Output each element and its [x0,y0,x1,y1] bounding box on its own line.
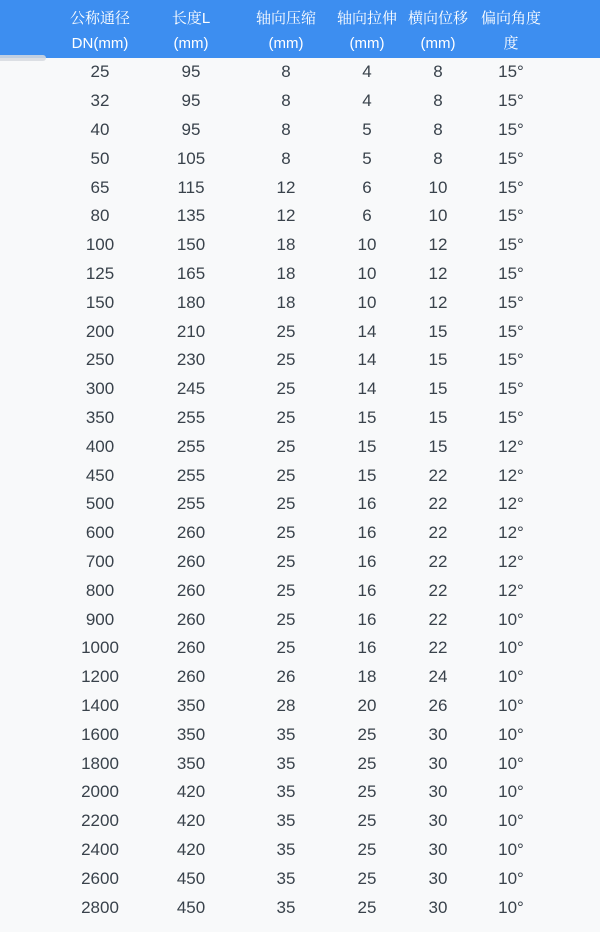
row-spacer [544,749,600,778]
table-cell: 25 [357,811,377,831]
table-cell: 10° [498,638,524,658]
row-spacer [0,260,54,289]
table-cell: 25 [276,580,296,600]
table-cell: 50 [90,148,110,168]
row-spacer [0,720,54,749]
row-spacer [0,461,54,490]
table-cell: 15° [498,148,524,168]
table-cell: 8 [281,148,291,168]
table-cell: 15° [498,350,524,370]
table-cell: 250 [85,350,115,370]
table-cell: 25 [357,782,377,802]
table-cell: 200 [85,321,115,341]
column-header-dn [54,0,146,58]
table-cell: 15° [498,62,524,82]
row-spacer [0,807,54,836]
table-cell: 1400 [81,695,119,715]
table-cell: 32 [90,91,110,111]
table-cell: 20 [357,695,377,715]
table-cell: 12 [428,235,448,255]
row-spacer [0,634,54,663]
table-row [0,663,600,692]
table-row [0,605,600,634]
column-header-length [146,0,236,58]
table-cell: 260 [176,523,206,543]
row-spacer [544,605,600,634]
column-header-dn-line1: 公称通径 [69,10,130,27]
table-cell: 10 [428,177,448,197]
table-cell: 10° [498,695,524,715]
table-cell: 125 [85,263,115,283]
column-header-length-line2: (mm) [173,35,209,52]
row-spacer [0,116,54,145]
table-row [0,375,600,404]
table-cell: 15 [428,407,448,427]
row-spacer [544,663,600,692]
table-cell: 420 [176,839,206,859]
table-cell: 255 [176,494,206,514]
table-cell: 16 [357,609,377,629]
table-cell: 135 [176,206,206,226]
table-row [0,836,600,865]
table-cell: 25 [276,321,296,341]
table-cell: 25 [276,494,296,514]
table-cell: 25 [276,609,296,629]
row-spacer [0,231,54,260]
table-cell: 15° [498,119,524,139]
row-spacer [544,87,600,116]
table-body [0,58,600,922]
row-spacer [0,58,54,87]
table-row [0,893,600,922]
row-spacer [0,288,54,317]
table-cell: 6 [362,177,372,197]
table-cell: 25 [276,523,296,543]
table-row [0,432,600,461]
table-cell: 15° [498,292,524,312]
row-spacer [0,864,54,893]
row-spacer [0,663,54,692]
table-row [0,576,600,605]
table-cell: 35 [276,868,296,888]
table-cell: 450 [176,897,206,917]
column-header-length-line1: 长度L [171,10,211,27]
table-cell: 25 [276,379,296,399]
row-spacer [544,375,600,404]
table-cell: 14 [357,321,377,341]
table-cell: 15 [428,379,448,399]
row-spacer [0,548,54,577]
row-spacer [544,836,600,865]
table-row [0,231,600,260]
table-cell: 28 [276,695,296,715]
table-row [0,87,600,116]
header-row [0,0,600,58]
table-row [0,548,600,577]
column-header-axial-extension [336,0,398,58]
table-cell: 16 [357,494,377,514]
column-header-lateral-displacement-line1: 横向位移 [407,10,468,27]
row-spacer [544,576,600,605]
table-cell: 350 [85,407,115,427]
table-cell: 22 [428,465,448,485]
row-spacer [544,490,600,519]
row-spacer [544,173,600,202]
table-cell: 35 [276,897,296,917]
table-cell: 2400 [81,839,119,859]
table-cell: 350 [176,695,206,715]
column-header-deflection-angle-line2: 度 [503,35,519,52]
table-cell: 35 [276,839,296,859]
row-spacer [544,807,600,836]
table-cell: 12° [498,580,524,600]
table-cell: 22 [428,609,448,629]
row-spacer [544,58,600,87]
table-cell: 1800 [81,753,119,773]
table-cell: 260 [176,551,206,571]
header-spacer-right [544,0,600,58]
table-row [0,864,600,893]
table-cell: 12 [428,292,448,312]
column-header-axial-extension-line2: (mm) [349,35,385,52]
table-cell: 10° [498,839,524,859]
row-spacer [544,260,600,289]
table-row [0,346,600,375]
table-cell: 2800 [81,897,119,917]
table-cell: 450 [176,868,206,888]
table-cell: 18 [276,292,296,312]
table-cell: 15° [498,177,524,197]
row-spacer [0,778,54,807]
table-row [0,807,600,836]
table-cell: 26 [276,667,296,687]
table-row [0,778,600,807]
column-header-lateral-displacement [398,0,478,58]
row-spacer [0,346,54,375]
table-cell: 10° [498,811,524,831]
table-cell: 4 [362,91,372,111]
table-cell: 255 [176,436,206,456]
table-row [0,173,600,202]
table-cell: 15 [357,436,377,456]
table-cell: 500 [85,494,115,514]
table-cell: 245 [176,379,206,399]
table-cell: 350 [176,724,206,744]
column-header-lateral-displacement-line2: (mm) [420,35,456,52]
table-cell: 180 [176,292,206,312]
table-cell: 80 [90,206,110,226]
table-cell: 350 [176,753,206,773]
table-cell: 15° [498,206,524,226]
table-cell: 1000 [81,638,119,658]
table-cell: 10° [498,782,524,802]
table-cell: 450 [85,465,115,485]
column-header-axial-compression [236,0,336,58]
table-cell: 8 [433,62,443,82]
table-row [0,404,600,433]
row-spacer [0,202,54,231]
table-cell: 12° [498,465,524,485]
table-cell: 10° [498,667,524,687]
table-cell: 95 [181,119,201,139]
row-spacer [0,173,54,202]
row-spacer [544,346,600,375]
table-cell: 25 [357,724,377,744]
table-cell: 260 [176,580,206,600]
table-row [0,116,600,145]
table-cell: 24 [428,667,448,687]
table-cell: 260 [176,638,206,658]
row-spacer [544,864,600,893]
table-cell: 15° [498,235,524,255]
table-cell: 150 [85,292,115,312]
table-cell: 22 [428,523,448,543]
table-cell: 95 [181,62,201,82]
table-cell: 25 [357,897,377,917]
table-cell: 255 [176,407,206,427]
row-spacer [0,519,54,548]
table-cell: 105 [176,148,206,168]
table-cell: 16 [357,638,377,658]
table-cell: 12° [498,436,524,456]
table-cell: 30 [428,782,448,802]
table-cell: 40 [90,119,110,139]
table-cell: 8 [281,119,291,139]
table-cell: 18 [276,263,296,283]
table-cell: 18 [357,667,377,687]
row-spacer [544,116,600,145]
table-cell: 8 [433,91,443,111]
table-cell: 600 [85,523,115,543]
table-cell: 30 [428,868,448,888]
table-cell: 210 [176,321,206,341]
table-cell: 8 [281,91,291,111]
table-cell: 12 [276,177,296,197]
row-spacer [544,202,600,231]
row-spacer [544,519,600,548]
row-spacer [0,893,54,922]
table-cell: 12° [498,494,524,514]
table-cell: 10° [498,724,524,744]
table-cell: 25 [276,551,296,571]
row-spacer [544,432,600,461]
table-cell: 400 [85,436,115,456]
column-header-axial-extension-line1: 轴向拉伸 [336,10,397,27]
table-cell: 420 [176,782,206,802]
table-row [0,144,600,173]
table-row [0,749,600,778]
column-header-axial-compression-line2: (mm) [268,35,304,52]
header-spacer-left [0,0,54,58]
row-spacer [544,634,600,663]
table-cell: 10 [357,292,377,312]
table-row [0,634,600,663]
table-cell: 5 [362,119,372,139]
row-spacer [544,404,600,433]
table-cell: 22 [428,494,448,514]
table-cell: 420 [176,811,206,831]
column-header-deflection-angle-line1: 偏向角度 [480,10,541,27]
table-cell: 10° [498,868,524,888]
row-spacer [0,375,54,404]
table-cell: 800 [85,580,115,600]
table-cell: 6 [362,206,372,226]
table-row [0,260,600,289]
table-cell: 8 [433,119,443,139]
table-cell: 35 [276,811,296,831]
table-cell: 35 [276,724,296,744]
table-row [0,202,600,231]
table-cell: 15 [428,436,448,456]
table-cell: 15 [428,321,448,341]
table-row [0,317,600,346]
table-cell: 14 [357,379,377,399]
table-row [0,58,600,87]
table-cell: 12° [498,523,524,543]
row-spacer [0,692,54,721]
table-cell: 10° [498,897,524,917]
table-cell: 2000 [81,782,119,802]
row-spacer [544,317,600,346]
row-spacer [544,720,600,749]
table-cell: 230 [176,350,206,370]
row-spacer [0,749,54,778]
table-cell: 8 [433,148,443,168]
table-cell: 15° [498,263,524,283]
table-cell: 25 [357,839,377,859]
table-cell: 16 [357,523,377,543]
row-spacer [544,778,600,807]
table-cell: 15° [498,379,524,399]
table-cell: 30 [428,897,448,917]
table-cell: 30 [428,839,448,859]
table-cell: 260 [176,667,206,687]
table-cell: 25 [90,62,110,82]
table-row [0,720,600,749]
table-cell: 25 [357,753,377,773]
row-spacer [544,692,600,721]
table-cell: 30 [428,724,448,744]
column-header-dn-line2: DN(mm) [71,35,129,52]
table-cell: 25 [276,638,296,658]
row-spacer [0,490,54,519]
table-cell: 15 [357,465,377,485]
table-cell: 35 [276,782,296,802]
row-spacer [0,576,54,605]
table-row [0,461,600,490]
table-row [0,490,600,519]
table-cell: 22 [428,580,448,600]
column-header-deflection-angle [478,0,544,58]
table-cell: 65 [90,177,110,197]
table-cell: 15° [498,407,524,427]
table-cell: 16 [357,580,377,600]
table-row [0,692,600,721]
table-cell: 10° [498,753,524,773]
row-spacer [0,605,54,634]
table-cell: 12 [428,263,448,283]
table-cell: 260 [176,609,206,629]
table-cell: 25 [276,436,296,456]
table-cell: 10 [428,206,448,226]
table-cell: 25 [276,465,296,485]
table-cell: 26 [428,695,448,715]
table-cell: 8 [281,62,291,82]
table-cell: 5 [362,148,372,168]
table-cell: 2200 [81,811,119,831]
table-cell: 22 [428,638,448,658]
table-header [0,0,600,58]
table-cell: 25 [276,350,296,370]
table-cell: 14 [357,350,377,370]
table-cell: 30 [428,753,448,773]
table-cell: 15 [428,350,448,370]
table-cell: 700 [85,551,115,571]
header-scroll-notch [0,55,46,61]
table-cell: 2600 [81,868,119,888]
column-header-axial-compression-line1: 轴向压缩 [255,10,316,27]
row-spacer [544,893,600,922]
table-cell: 30 [428,811,448,831]
row-spacer [0,836,54,865]
row-spacer [544,231,600,260]
table-cell: 4 [362,62,372,82]
table-cell: 18 [276,235,296,255]
row-spacer [0,317,54,346]
table-cell: 300 [85,379,115,399]
row-spacer [544,144,600,173]
table-cell: 100 [85,235,115,255]
table-cell: 16 [357,551,377,571]
table-cell: 25 [276,407,296,427]
table-cell: 25 [357,868,377,888]
table-cell: 150 [176,235,206,255]
table-cell: 10 [357,263,377,283]
row-spacer [0,144,54,173]
table-cell: 165 [176,263,206,283]
row-spacer [544,461,600,490]
table-cell: 35 [276,753,296,773]
table-cell: 22 [428,551,448,571]
table-cell: 15° [498,321,524,341]
row-spacer [544,548,600,577]
table-cell: 10° [498,609,524,629]
table-cell: 95 [181,91,201,111]
row-spacer [544,288,600,317]
table-cell: 1600 [81,724,119,744]
table-row [0,288,600,317]
row-spacer [0,404,54,433]
table-cell: 12° [498,551,524,571]
table-cell: 15 [357,407,377,427]
row-spacer [0,432,54,461]
table-cell: 255 [176,465,206,485]
table-cell: 900 [85,609,115,629]
table-cell: 115 [177,177,205,197]
table-row [0,519,600,548]
table-cell: 1200 [81,667,119,687]
table-cell: 10 [357,235,377,255]
row-spacer [0,87,54,116]
table-cell: 12 [276,206,296,226]
table-cell: 15° [498,91,524,111]
